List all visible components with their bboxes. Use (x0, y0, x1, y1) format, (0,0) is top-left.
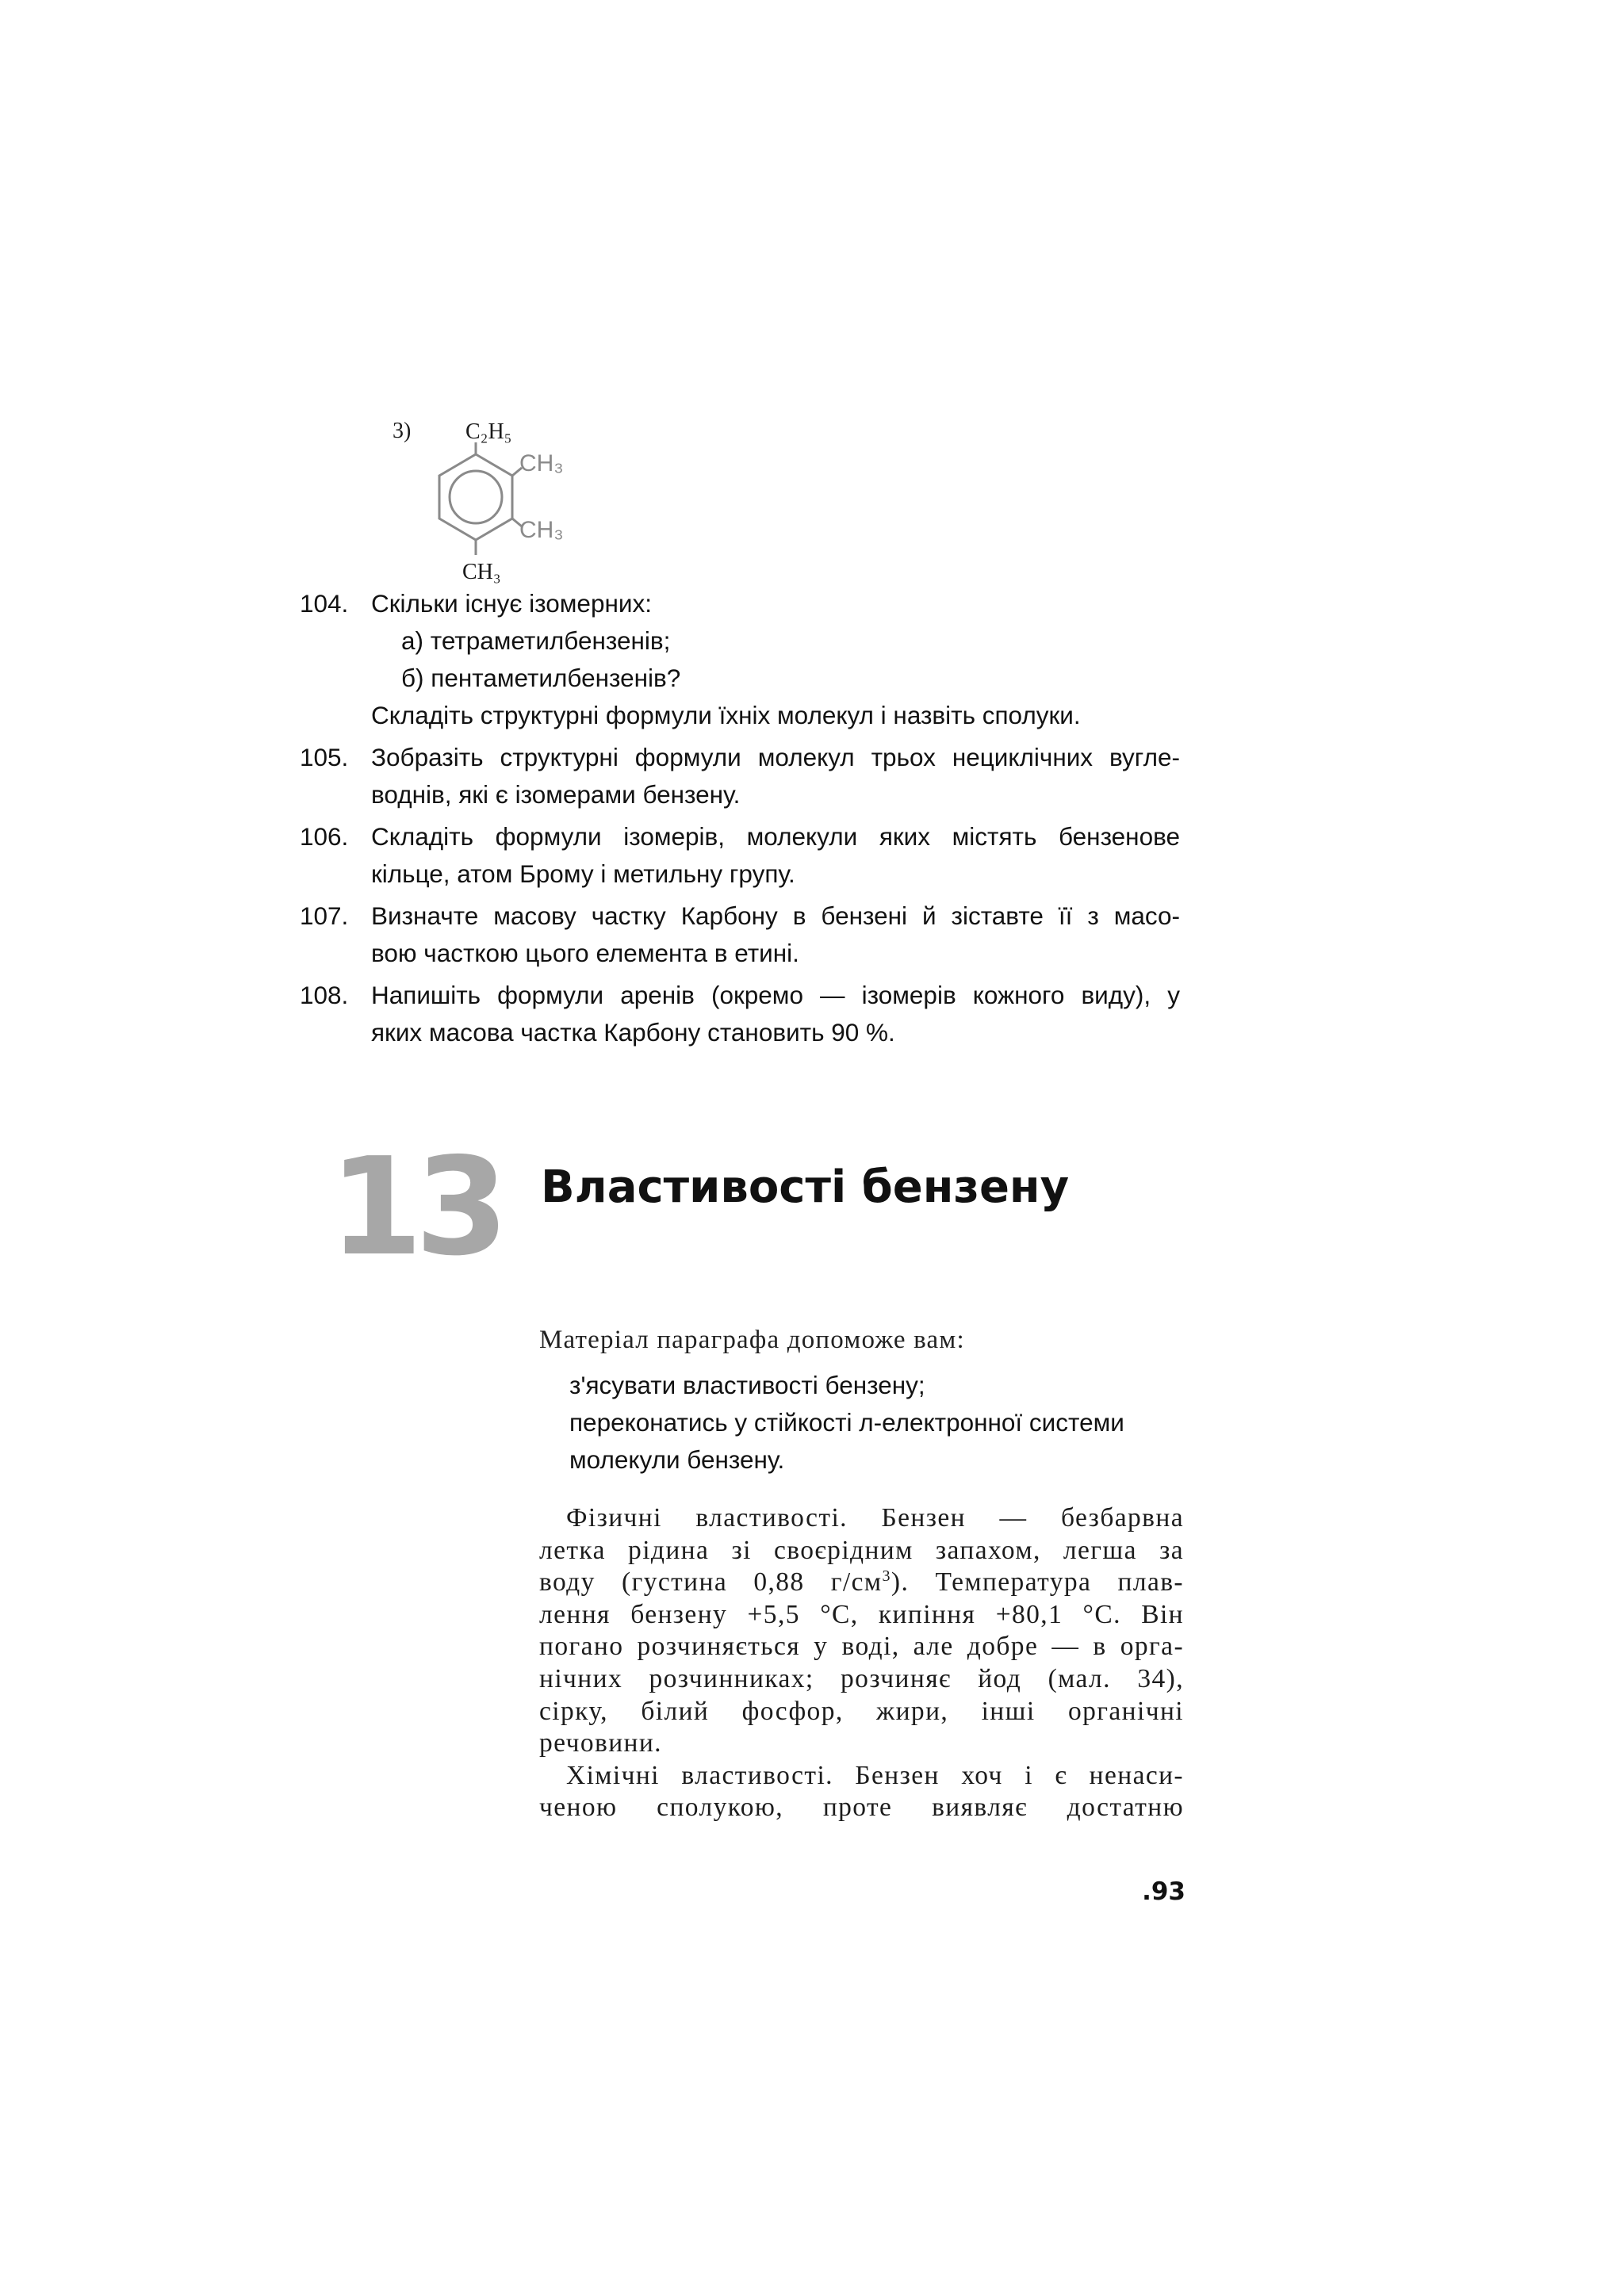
exercise-text: яких масова частка Карбону становить 90 %. (371, 1018, 895, 1047)
exercise-106 (300, 818, 1180, 893)
body-line: Фізичні властивості. Бензен — безбарвна (566, 1503, 1184, 1533)
group-right-1: CH₃ (519, 450, 564, 476)
body-line: нічних розчинниках; розчиняє йод (мал. 34), (539, 1663, 1184, 1693)
exercise-subitem: а) тетраметилбензенів; (401, 626, 671, 655)
goal-item: молекули бензену. (569, 1445, 785, 1474)
exercise-text: Складіть структурні формули їхніх молекул і назвіть сполуки. (371, 701, 1081, 729)
body-line-part: ). Температура плав- (891, 1567, 1184, 1598)
structural-formula (393, 411, 599, 593)
group-top: C₂H₅ (465, 419, 512, 444)
exercise-108 (300, 977, 1180, 1051)
section-title: Властивості бензену (541, 1161, 1070, 1213)
goal-item: з'ясувати властивості бензену; (569, 1371, 925, 1399)
body-text (539, 1502, 1184, 1824)
exercise-number: 104. (300, 589, 349, 618)
exercise-number: 106. (300, 822, 349, 851)
exercise-text: кільце, атом Брому і метильну групу. (371, 859, 795, 888)
exercise-text: Складіть формули ізомерів, молекули яких містять бензенове (371, 822, 1180, 851)
body-line: сірку, білий фосфор, жири, інші органічні (539, 1696, 1184, 1726)
exercise-text: Визначте масову частку Карбону в бензені й зіставте її з масо- (371, 901, 1180, 930)
exercise-number: 108. (300, 981, 349, 1009)
benzene-ring-diagram (393, 411, 599, 593)
exercise-subitem: б) пентаметилбензенів? (401, 664, 681, 692)
page-number: .93 (1142, 1877, 1185, 1906)
body-line: погано розчиняється у воді, але добре — в орга- (539, 1632, 1184, 1662)
exercise-text: вою часткою цього елемента в етині. (371, 939, 799, 967)
body-line: речовини. (539, 1728, 662, 1758)
section-number: 13 (329, 1129, 501, 1286)
group-bottom: CH₃ (462, 560, 501, 584)
body-line: лення бензену +5,5 °С, кипіння +80,1 °С. Він (539, 1599, 1184, 1629)
goal-item: переконатись у стійкості л-електронної системи (569, 1408, 1124, 1437)
body-line (539, 1567, 1184, 1599)
exercise-list (300, 585, 1180, 1056)
exercise-105 (300, 739, 1180, 813)
exercise-text: воднів, які є ізомерами бензену. (371, 780, 741, 809)
benzene-ring-circle (450, 471, 502, 523)
group-right-2: CH₃ (519, 517, 564, 543)
formula-label: 3) (393, 419, 412, 443)
exercise-text: Напишіть формули аренів (окремо — ізомерів кожного виду), у (371, 981, 1180, 1009)
exercise-104 (300, 585, 1180, 734)
body-line-part: воду (густина 0,88 г/см (539, 1567, 883, 1598)
body-line: Хімічні властивості. Бензен хоч і є ненаси- (566, 1760, 1184, 1790)
goals-list (569, 1367, 1184, 1479)
body-line: летка рідина зі своєрідним запахом, легша за (539, 1535, 1184, 1565)
exercise-text: Скільки існує ізомерних: (371, 589, 652, 618)
goals-intro: Матеріал параграфа допоможе вам: (539, 1326, 965, 1354)
body-line: ченою сполукою, проте виявляє достатню (539, 1793, 1184, 1823)
exercise-text: Зобразіть структурні формули молекул трьох нециклічних вугле- (371, 743, 1180, 771)
exercise-107 (300, 897, 1180, 972)
exercise-number: 105. (300, 743, 349, 771)
exercise-number: 107. (300, 901, 349, 930)
superscript: 3 (882, 1567, 891, 1586)
